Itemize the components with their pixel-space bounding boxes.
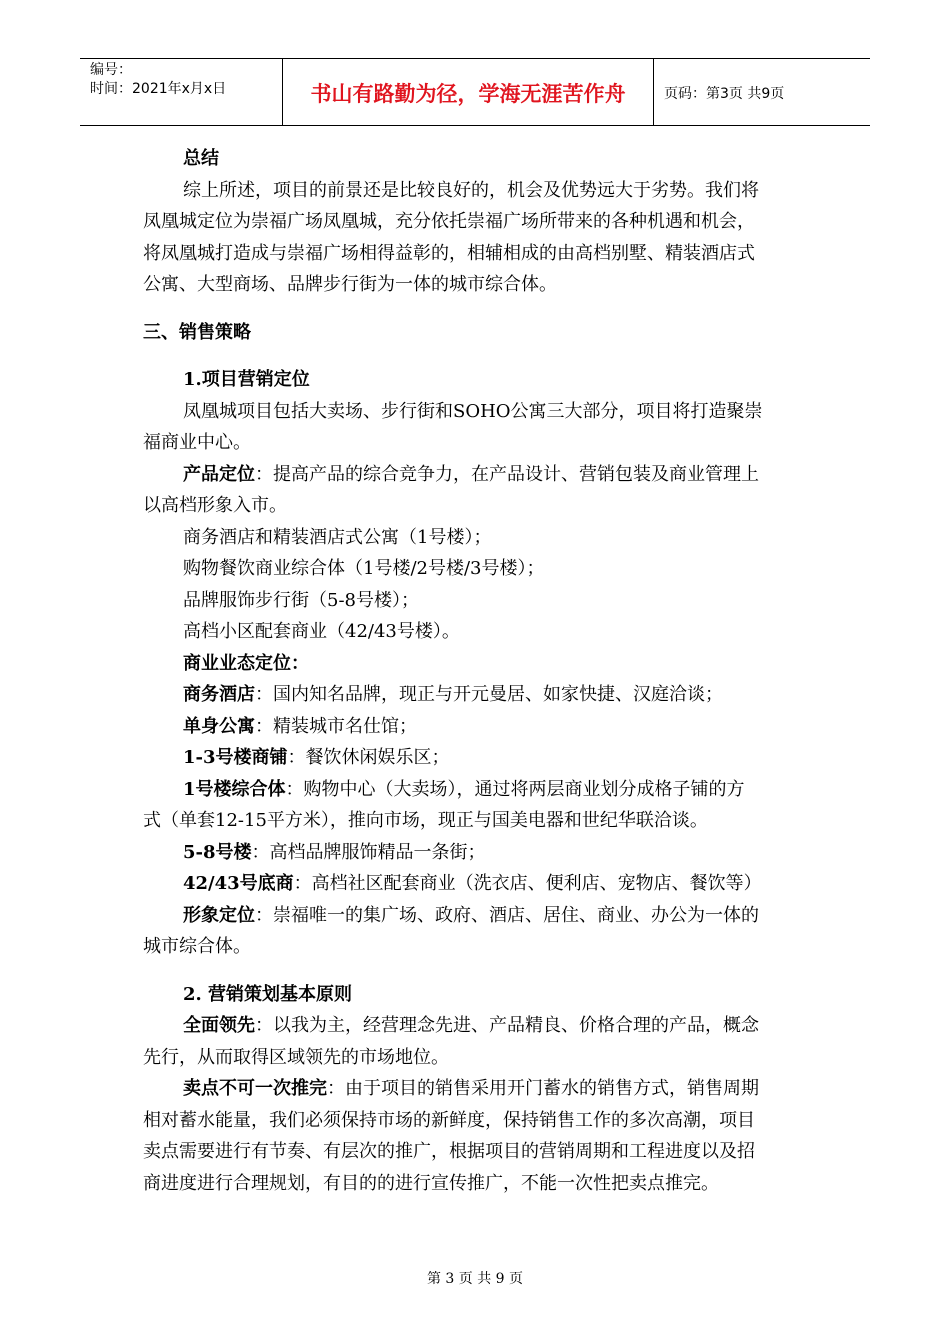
- format-text: ：高档社区配套商业（洗衣店、便利店、宠物店、餐饮等）: [293, 873, 762, 894]
- page-footer: 第 3 页 共 9 页: [426, 1271, 524, 1287]
- principle-text: ：以我为主，经营理念先进、产品精良、价格合理的产品，概念: [255, 1015, 759, 1036]
- paragraph-line: 先行，从而取得区域领先的市场地位。: [143, 1046, 449, 1068]
- section-3-title: 三、销售策略: [143, 321, 251, 343]
- format-item: [143, 679, 808, 711]
- doc-date: 时间：2021年x月x日: [90, 81, 227, 97]
- list-item: 高档小区配套商业（42/43号楼）。: [183, 621, 460, 642]
- list-item: 购物餐饮商业综合体（1号楼/2号楼/3号楼）；: [183, 558, 545, 579]
- format-item: [143, 868, 808, 900]
- product-label: 产品定位: [183, 463, 255, 485]
- format-label: 1号楼综合体: [183, 778, 286, 800]
- principle-label: 全面领先: [183, 1015, 255, 1036]
- format-text: ：精装城市名仕馆；: [255, 715, 417, 737]
- principle-lead: [143, 1010, 808, 1042]
- principle-text: ：由于项目的销售采用开门蓄水的销售方式，销售周期: [327, 1078, 759, 1099]
- list-item: 商务酒店和精装酒店式公寓（1号楼）；: [183, 526, 492, 548]
- format-label: 商务酒店: [183, 684, 255, 705]
- format-text: ：餐饮休闲娱乐区；: [287, 747, 450, 768]
- subsection-2-title: 2. 营销策划基本原则: [183, 983, 353, 1005]
- paragraph-line: 卖点需要进行有节奏、有层次的推广，根据项目的营销周期和工程进度以及招: [143, 1141, 755, 1162]
- product-text: ：提高产品的综合竞争力，在产品设计、营销包装及商业管理上: [255, 463, 759, 485]
- paragraph-line: 以高档形象入市。: [143, 495, 287, 516]
- format-item: [143, 774, 808, 806]
- paragraph-line: 凤凰城项目包括大卖场、步行街和SOHO公寓三大部分，项目将打造聚崇: [183, 400, 763, 422]
- format-text: ：国内知名品牌，现正与开元曼居、如家快捷、汉庭洽谈；: [255, 684, 723, 705]
- format-item: [143, 711, 808, 743]
- image-label: 形象定位: [183, 904, 255, 926]
- paragraph-line: 式（单套12-15平方米），推向市场，现正与国美电器和世纪华联洽谈。: [143, 810, 708, 831]
- paragraph-line: 商进度进行合理规划，有目的的进行宣传推广，不能一次性把卖点推完。: [143, 1172, 719, 1194]
- format-title: 商业业态定位：: [183, 652, 309, 674]
- format-label: 5-8号楼: [183, 841, 252, 863]
- format-label: 单身公寓: [183, 715, 255, 737]
- summary-title: 总结: [183, 148, 219, 169]
- format-label: 1-3号楼商铺: [183, 747, 288, 768]
- format-label: 42/43号底商: [183, 873, 294, 894]
- header-motto: 书山有路勤为径，学海无涯苦作舟: [282, 59, 654, 126]
- principle-label: 卖点不可一次推完: [183, 1078, 327, 1099]
- list-item: 品牌服饰步行街（5-8号楼）；: [183, 589, 419, 611]
- summary-line: 将凤凰城打造成与崇福广场相得益彰的，相辅相成的由高档别墅、精装酒店式: [143, 242, 755, 264]
- doc-number: 编号：: [90, 62, 132, 78]
- format-text: ：购物中心（大卖场），通过将两层商业划分成格子铺的方: [285, 778, 745, 800]
- principle-sell: [143, 1073, 808, 1105]
- image-text: ：崇福唯一的集广场、政府、酒店、居住、商业、办公为一体的: [255, 904, 759, 926]
- paragraph-line: 福商业中心。: [143, 432, 251, 453]
- document-body: [143, 143, 808, 1199]
- summary-line: 凤凰城定位为崇福广场凤凰城，充分依托崇福广场所带来的各种机遇和机会，: [143, 211, 755, 232]
- paragraph-line: 城市综合体。: [143, 936, 251, 957]
- paragraph-line: 相对蓄水能量，我们必须保持市场的新鲜度，保持销售工作的多次高潮，项目: [143, 1109, 755, 1131]
- header-meta: [90, 61, 226, 99]
- format-text: ：高档品牌服饰精品一条街；: [251, 841, 486, 863]
- subsection-1-title: 1.项目营销定位: [183, 369, 310, 390]
- format-item: [143, 742, 808, 774]
- product-positioning: [143, 459, 808, 491]
- page-header: [80, 58, 870, 126]
- format-item: [143, 837, 808, 869]
- image-positioning: [143, 900, 808, 932]
- summary-line: 公寓、大型商场、品牌步行街为一体的城市综合体。: [143, 274, 557, 295]
- header-page-number: 页码：第3页 共9页: [664, 86, 785, 102]
- summary-line: 综上所述，项目的前景还是比较良好的，机会及优势远大于劣势。我们将: [183, 179, 759, 201]
